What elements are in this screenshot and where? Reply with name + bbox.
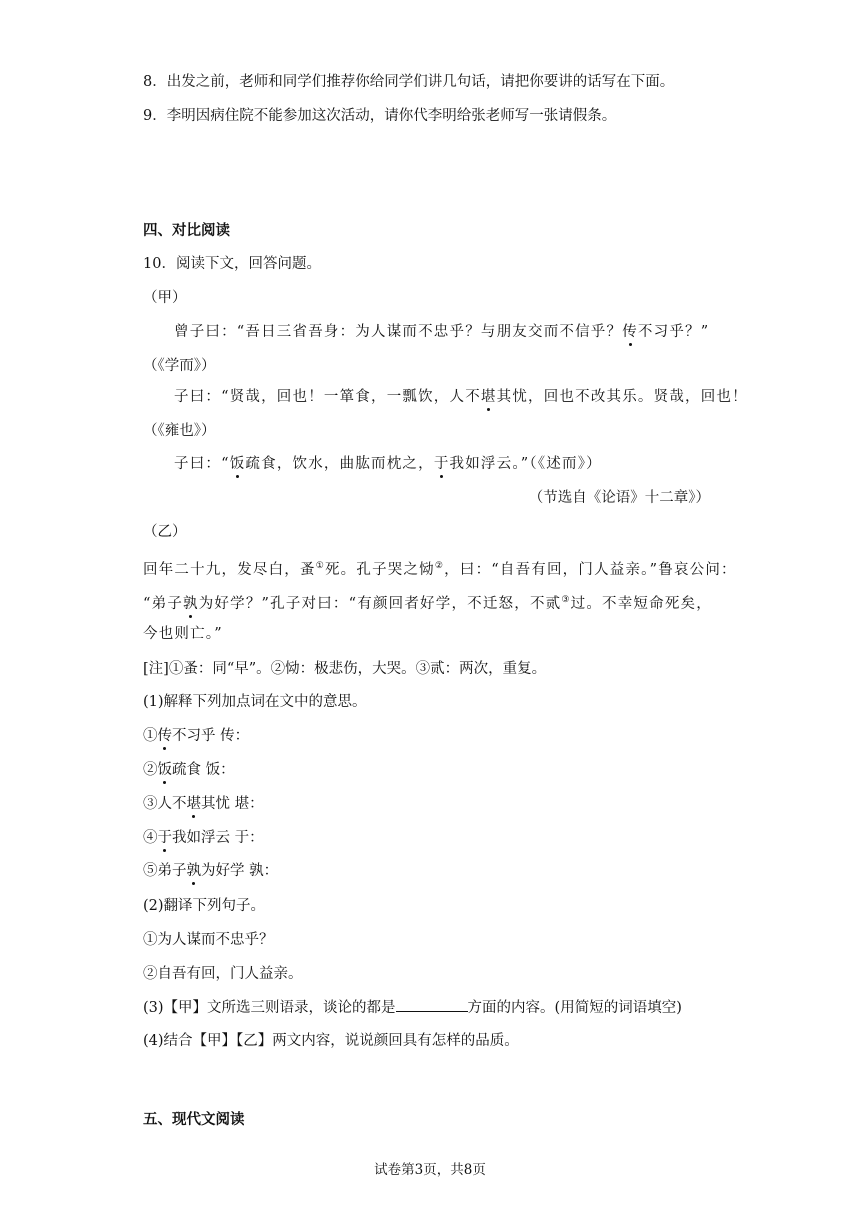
passage-yi-line-2: “弟子孰为好学？”孔子对曰：“有颜回者好学，不迁怒，不贰③过。不幸短命死矣， [143,595,712,612]
fill-in-blank[interactable] [396,997,468,1012]
section-5-heading: 五、现代文阅读 [143,1112,245,1128]
passage-yi-line-3: 今也则亡。” [143,626,223,642]
passage-jia-para-3: 子曰：“饭疏食，饮水，曲肱而枕之，于我如浮云。”（《述而》） [174,456,602,472]
source-lunyu: （节选自《论语》十二章》） [528,490,710,506]
sub-question-1: (1)解释下列加点词在文中的意思。 [143,694,367,710]
translate-item-1: ①为人谋而不忠乎？ [143,932,274,948]
source-xueer: （《学而》） [143,358,216,374]
sub-question-2: (2)翻译下列句子。 [143,898,266,914]
sub-question-4: (4)结合【甲】【乙】两文内容，说说颜回具有怎样的品质。 [143,1033,519,1049]
annotation-note: [注]①蚤：同“早”。②恸：极悲伤，大哭。③贰：两次，重复。 [143,661,547,677]
word-item-1: ①传不习乎 传： [143,728,250,744]
source-yongye: （《雍也》） [143,423,216,439]
passage-yi-line-1: 回年二十九，发尽白，蚤①死。孔子哭之恸②，曰：“自吾有回，门人益亲。”鲁哀公问： [143,561,737,578]
page-footer: 试卷第3页，共8页 [374,1162,486,1178]
passage-jia-para-2: 子曰：“贤哉，回也！一箪食，一瓢饮，人不堪其忧，回也不改其乐。贤哉，回也！ [174,389,748,405]
passage-jia-para-1: 曾子曰：“吾日三省吾身：为人谋而不忠乎？与朋友交而不信乎？传不习乎？” [174,324,710,340]
word-item-3: ③人不堪其忧 堪： [143,796,264,812]
question-8: 8．出发之前，老师和同学们推荐你给同学们讲几句话，请把你要讲的话写在下面。 [143,74,675,90]
word-item-4: ④于我如浮云 于： [143,830,264,846]
translate-item-2: ②自吾有回，门人益亲。 [143,966,303,982]
section-4-heading: 四、对比阅读 [143,223,230,239]
word-item-5: ⑤弟子孰为好学 孰： [143,863,279,879]
word-item-2: ②饭疏食 饭： [143,762,235,778]
passage-yi-label: （乙） [143,524,187,540]
question-9: 9．李明因病住院不能参加这次活动，请你代李明给张老师写一张请假条。 [143,108,617,124]
question-10: 10．阅读下文，回答问题。 [143,256,321,272]
passage-jia-label: （甲） [143,290,187,306]
sub-question-3: (3)【甲】文所选三则语录，谈论的都是 方面的内容。(用简短的词语填空) [143,997,682,1018]
